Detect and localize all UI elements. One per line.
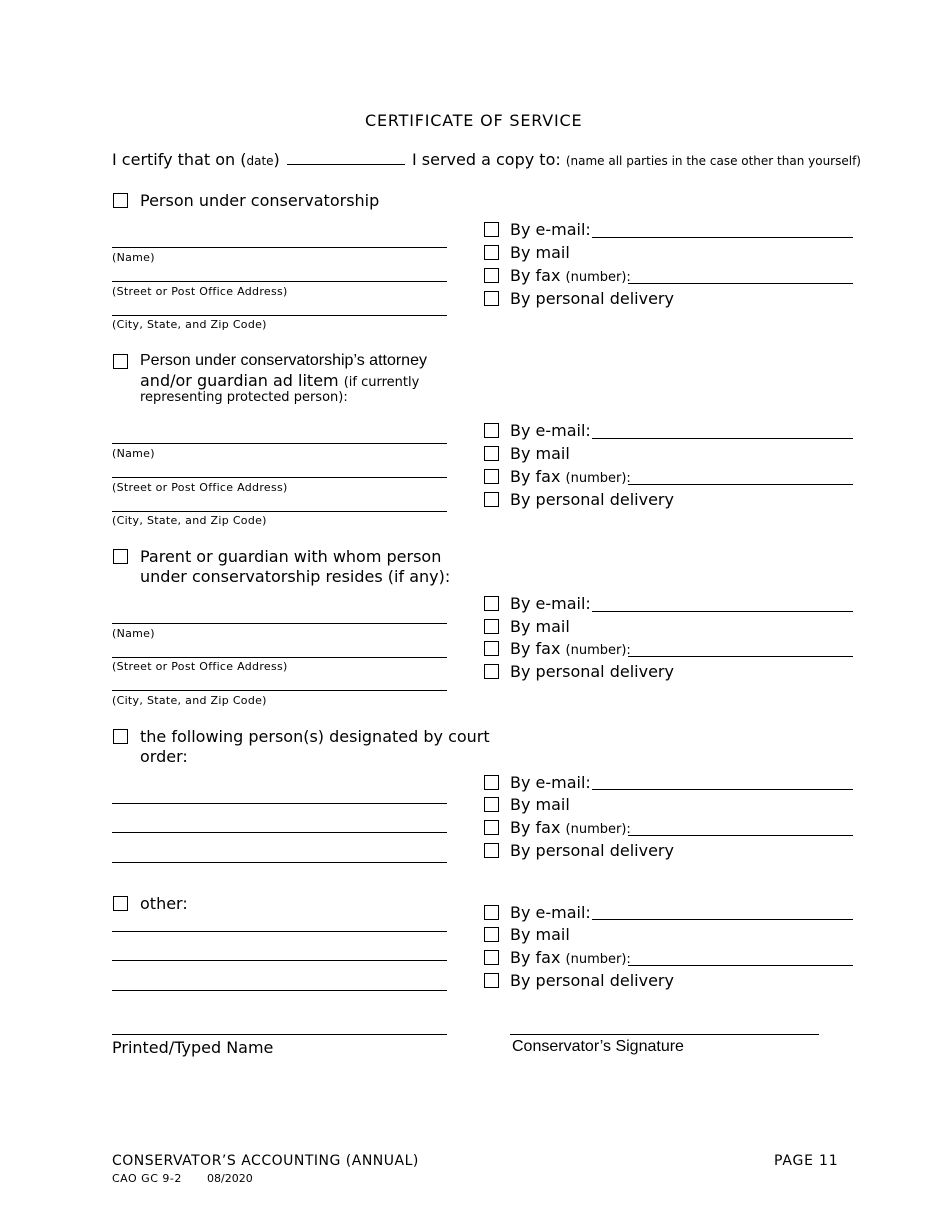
section5-line-b[interactable] [112, 960, 447, 961]
page-title: CERTIFICATE OF SERVICE [365, 111, 583, 130]
section1-city-caption: (City, State, and Zip Code) [112, 318, 267, 331]
section3-line1: Parent or guardian with whom person [140, 547, 442, 566]
fax-text: By fax [510, 639, 561, 658]
section3-name-caption: (Name) [112, 627, 155, 640]
section1-mail-checkbox[interactable] [484, 245, 499, 260]
section5-personal-checkbox[interactable] [484, 973, 499, 988]
section1-email-checkbox[interactable] [484, 222, 499, 237]
form-date: 08/2020 [207, 1172, 253, 1185]
section3-email-line[interactable] [592, 611, 853, 612]
fax-text: By fax [510, 948, 561, 967]
served-note: (name all parties in the case other than yourself) [565, 154, 861, 168]
section2-personal-label: By personal delivery [510, 490, 674, 509]
section1-name-line[interactable] [112, 247, 447, 248]
section4-line-b[interactable] [112, 832, 447, 833]
signature-label: Conservator’s Signature [512, 1038, 684, 1055]
section4-line-a[interactable] [112, 803, 447, 804]
section5-email-checkbox[interactable] [484, 905, 499, 920]
section4-mail-checkbox[interactable] [484, 797, 499, 812]
section2-email-line[interactable] [592, 438, 853, 439]
section5-fax-label [510, 948, 631, 967]
section2-mail-checkbox[interactable] [484, 446, 499, 461]
section4-fax-label [510, 818, 631, 837]
section2-personal-checkbox[interactable] [484, 492, 499, 507]
section1-city-line[interactable] [112, 315, 447, 316]
section3-fax-label [510, 639, 631, 658]
served-text: I served a copy to: [411, 150, 561, 169]
section4-fax-checkbox[interactable] [484, 820, 499, 835]
section3-mail-checkbox[interactable] [484, 619, 499, 634]
section1-fax-label [510, 266, 631, 285]
section5-line-a[interactable] [112, 931, 447, 932]
section4-personal-label: By personal delivery [510, 841, 674, 860]
other-checkbox[interactable] [113, 896, 128, 911]
section2-email-label: By e-mail: [510, 421, 591, 440]
section2-name-caption: (Name) [112, 447, 155, 460]
section5-mail-checkbox[interactable] [484, 927, 499, 942]
fax-note: (number): [565, 643, 631, 658]
section1-email-label: By e-mail: [510, 220, 591, 239]
section2-city-line[interactable] [112, 511, 447, 512]
section3-mail-label: By mail [510, 617, 570, 636]
section1-fax-line[interactable] [628, 283, 853, 284]
section4-email-label: By e-mail: [510, 773, 591, 792]
certify-date-word: date [246, 154, 274, 168]
section2-line2 [140, 371, 419, 390]
section2-mail-label: By mail [510, 444, 570, 463]
date-field[interactable] [287, 150, 405, 165]
section4-mail-label: By mail [510, 795, 570, 814]
fax-text: By fax [510, 467, 561, 486]
section2-fax-label [510, 467, 631, 486]
form-code: CAO GC 9-2 [112, 1172, 182, 1185]
section4-email-checkbox[interactable] [484, 775, 499, 790]
fax-note: (number): [565, 822, 631, 837]
section5-fax-line[interactable] [628, 965, 853, 966]
section1-mail-label: By mail [510, 243, 570, 262]
section3-fax-line[interactable] [628, 656, 853, 657]
printed-name-label: Printed/Typed Name [112, 1038, 274, 1057]
section4-fax-line[interactable] [628, 835, 853, 836]
signature-line[interactable] [510, 1034, 819, 1035]
section2-fax-line[interactable] [628, 484, 853, 485]
section1-fax-checkbox[interactable] [484, 268, 499, 283]
section2-line2-text: and/or guardian ad litem [140, 371, 339, 390]
section3-city-caption: (City, State, and Zip Code) [112, 694, 267, 707]
section3-city-line[interactable] [112, 690, 447, 691]
section5-label: other: [140, 894, 188, 913]
certify-close: ) [273, 150, 280, 169]
fax-note: (number): [565, 471, 631, 486]
printed-name-line[interactable] [112, 1034, 447, 1035]
section3-email-checkbox[interactable] [484, 596, 499, 611]
section2-line2-note: (if currently [343, 375, 420, 390]
section1-personal-checkbox[interactable] [484, 291, 499, 306]
section5-email-line[interactable] [592, 919, 853, 920]
section1-label: Person under conservatorship [140, 191, 380, 210]
section5-email-label: By e-mail: [510, 903, 591, 922]
section4-line-c[interactable] [112, 862, 447, 863]
page-number: PAGE 11 [774, 1153, 839, 1169]
section3-personal-label: By personal delivery [510, 662, 674, 681]
section4-email-line[interactable] [592, 789, 853, 790]
attorney-guardian-checkbox[interactable] [113, 354, 128, 369]
fax-note: (number): [565, 270, 631, 285]
section5-line-c[interactable] [112, 990, 447, 991]
section2-name-line[interactable] [112, 443, 447, 444]
section4-line1: the following person(s) designated by court [140, 727, 490, 746]
form-title: CONSERVATOR’S ACCOUNTING (ANNUAL) [112, 1153, 419, 1169]
certify-statement [112, 150, 861, 169]
fax-text: By fax [510, 266, 561, 285]
section3-email-label: By e-mail: [510, 594, 591, 613]
section4-line2: order: [140, 747, 188, 766]
fax-note: (number): [565, 952, 631, 967]
section1-email-line[interactable] [592, 237, 853, 238]
section5-personal-label: By personal delivery [510, 971, 674, 990]
section3-personal-checkbox[interactable] [484, 664, 499, 679]
section2-city-caption: (City, State, and Zip Code) [112, 514, 267, 527]
section3-name-line[interactable] [112, 623, 447, 624]
section2-line3: representing protected person): [140, 390, 348, 405]
section4-personal-checkbox[interactable] [484, 843, 499, 858]
section2-line1: Person under conservatorship’s attorney [140, 352, 427, 369]
section5-mail-label: By mail [510, 925, 570, 944]
parent-guardian-checkbox[interactable] [113, 549, 128, 564]
court-designated-checkbox[interactable] [113, 729, 128, 744]
section5-fax-checkbox[interactable] [484, 950, 499, 965]
fax-text: By fax [510, 818, 561, 837]
section1-street-line[interactable] [112, 281, 447, 282]
section1-personal-label: By personal delivery [510, 289, 674, 308]
section2-street-line[interactable] [112, 477, 447, 478]
section1-name-caption: (Name) [112, 251, 155, 264]
person-under-conservatorship-checkbox[interactable] [113, 193, 128, 208]
section2-street-caption: (Street or Post Office Address) [112, 481, 288, 494]
section3-street-caption: (Street or Post Office Address) [112, 660, 288, 673]
section3-street-line[interactable] [112, 657, 447, 658]
certify-prefix: I certify that on ( [112, 150, 247, 169]
section3-line2: under conservatorship resides (if any): [140, 567, 451, 586]
section1-street-caption: (Street or Post Office Address) [112, 285, 288, 298]
section3-fax-checkbox[interactable] [484, 641, 499, 656]
section2-email-checkbox[interactable] [484, 423, 499, 438]
section2-fax-checkbox[interactable] [484, 469, 499, 484]
